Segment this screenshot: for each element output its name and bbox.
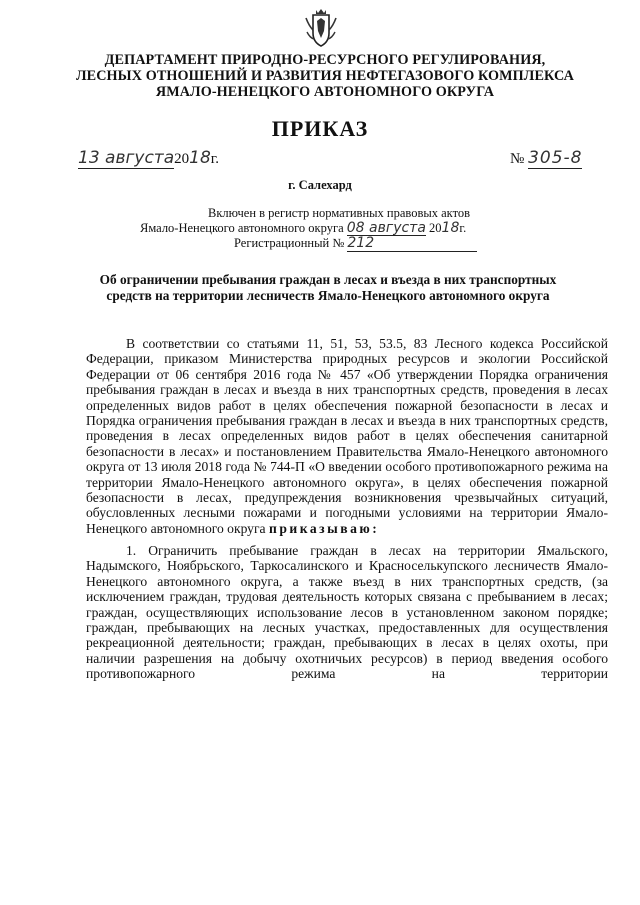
order-date: [78, 148, 219, 169]
department-header: [60, 52, 590, 100]
handwritten-year: 18: [189, 148, 211, 168]
registry-handwritten-date: 08 августа: [346, 219, 426, 236]
department-line: ЛЕСНЫХ ОТНОШЕНИЙ И РАЗВИТИЯ НЕФТЕГАЗОВОГО КОМПЛЕКСА: [75, 68, 575, 84]
item-1-text: 1. Ограничить пребывание граждан в лесах на территории Ямальского, Надымского, Ноябрьского, Таркосалинского и Красноселькупского лесничеств Ямало-Ненецкого автономного округа, а также въезд в них транспортных средств, (за исключением граждан, трудовая деятельность которых связана с пребыванием в лесах; граждан, осуществляющих использование лесов в установленном законом порядке; граждан, пребывающих на лесных участках, предоставленных для осуществления рекреационной деятельности; граждан, пребывающих в лесах в целях охоты, при наличии разрешения на добычу охотничьих ресурсов) в период введения особого противопожарного режима на территории: [86, 543, 608, 682]
registry-stamp: [140, 206, 560, 252]
registry-handwritten-number: 212: [347, 236, 477, 252]
registry-line3: [140, 236, 560, 252]
number-prefix: №: [510, 151, 525, 167]
document-subject: Об ограничении пребывания граждан в лесах и въезда в них транспортных средств на территории лесничеств Ямало-Ненецкого автономного округа: [99, 272, 557, 303]
paragraph-item-1: [86, 543, 608, 682]
registry-year-prefix: 20: [429, 220, 442, 235]
city: г. Салехард: [288, 178, 352, 192]
registry-year-suffix: г.: [459, 220, 467, 235]
year-suffix: г.: [210, 151, 219, 167]
order-directive: приказываю:: [269, 520, 380, 536]
department-line: ЯМАЛО-НЕНЕЦКОГО АВТОНОМНОГО ОКРУГА: [155, 84, 495, 100]
document-title: ПРИКАЗ: [271, 116, 369, 141]
registry-line2: [140, 221, 560, 237]
registry-line1: Включен в регистр нормативных правовых актов: [208, 206, 471, 220]
coat-of-arms-icon: [304, 6, 338, 48]
paragraph-preamble: [86, 336, 608, 536]
registry-line2-text: Ямало-Ненецкого автономного округа: [140, 220, 344, 235]
registry-handwritten-year: 18: [441, 219, 460, 236]
handwritten-number: 305-8: [528, 148, 583, 168]
department-line: ДЕПАРТАМЕНТ ПРИРОДНО-РЕСУРСНОГО РЕГУЛИРОВАНИЯ,: [104, 52, 546, 68]
registry-number-label: Регистрационный №: [234, 236, 345, 250]
order-number: [510, 148, 582, 169]
preamble-text: В соответствии со статьями 11, 51, 53, 53.5, 83 Лесного кодекса Российской Федерации, приказом Министерства природных ресурсов и экологии Российской Федерации от 06 сентября 2016 года № 457 «Об утверждении Порядка ограничения пребывания граждан в лесах и въезда в них транспортных средств, проведения в лесах определенных видов работ в целях обеспечения пожарной безопасности в лесах и Порядка ограничения пребывания граждан в лесах и въезда в них транспортных средств, проведения в лесах определенных видов работ в целях обеспечения санитарной безопасности в лесах» и постановлением Правительства Ямало-Ненецкого автономного округа от 13 июля 2018 года № 744-П «О введении особого противопожарного режима на территории Ямало-Ненецкого автономного округа», в целях обеспечения пожарной безопасности в лесах, предупреждения возникновения чрезвычайных ситуаций, обусловленных лесными пожарами и погодными условиями на территории Ямало-Ненецкого автономного округа: [86, 336, 608, 536]
handwritten-date: 13 августа: [78, 148, 175, 168]
year-prefix: 20: [174, 151, 190, 167]
